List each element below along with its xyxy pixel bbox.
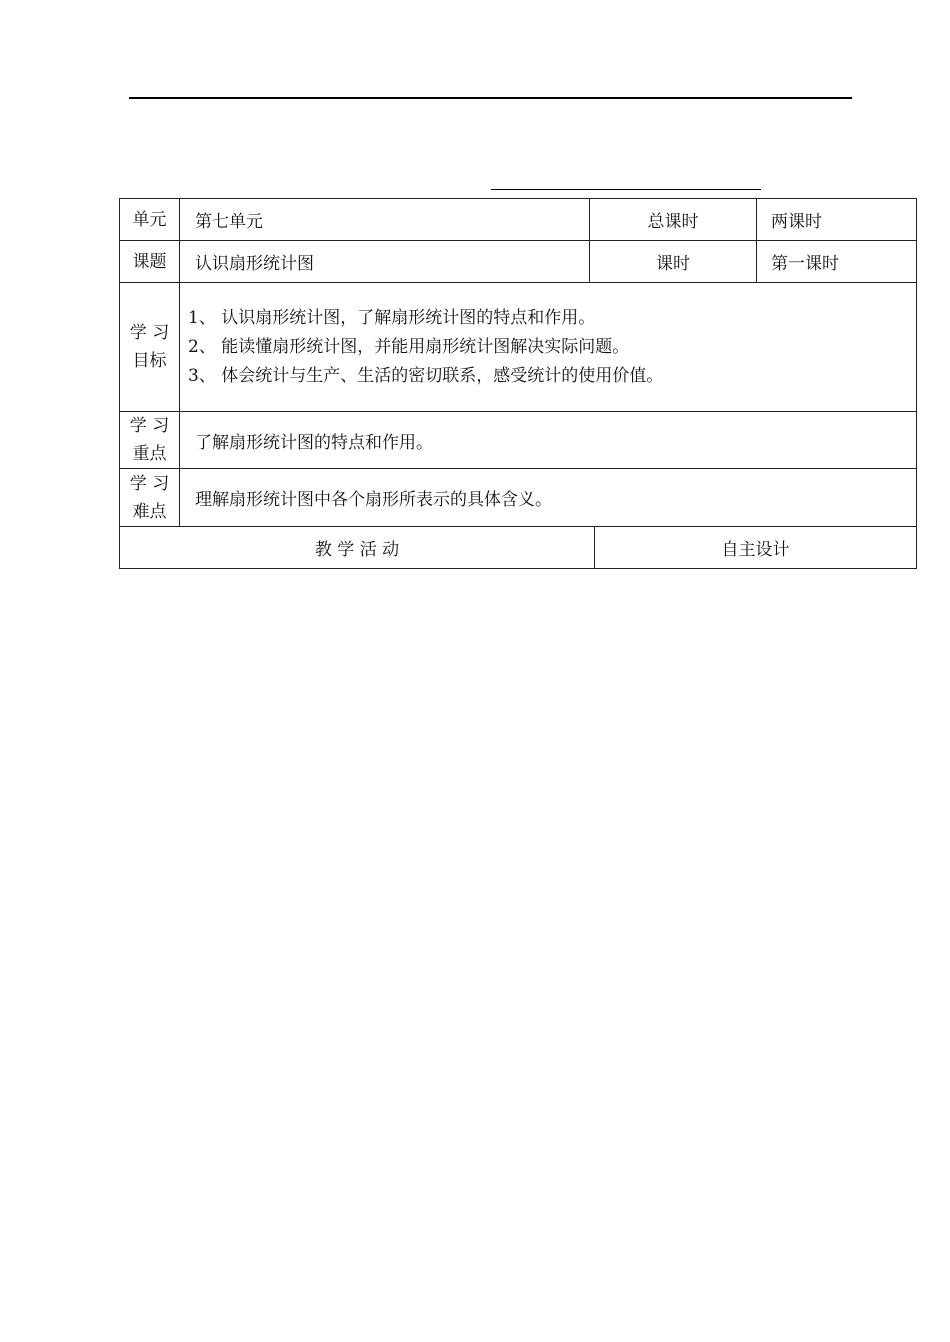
difficulty-row (120, 469, 917, 527)
period-value: 第一课时 (757, 241, 917, 283)
goal-item: 3、 体会统计与生产、生活的密切联系，感受统计的使用价值。 (188, 365, 664, 386)
goals-list (180, 283, 917, 412)
footer-row (120, 527, 917, 569)
focus-label: 学 习 重点 (120, 412, 180, 469)
topic-label: 课题 (120, 241, 180, 283)
focus-value: 了解扇形统计图的特点和作用。 (180, 412, 917, 469)
name-underline (491, 189, 761, 190)
header-rule (129, 97, 852, 99)
topic-value: 认识扇形统计图 (180, 241, 590, 283)
self-design-header: 自主设计 (721, 540, 790, 560)
total-hours-value: 两课时 (757, 199, 917, 241)
goal-item: 1、 认识扇形统计图，了解扇形统计图的特点和作用。 (188, 307, 596, 328)
goals-label: 学 习 目标 (120, 283, 180, 412)
goal-item: 2、 能读懂扇形统计图，并能用扇形统计图解决实际问题。 (188, 336, 630, 357)
period-label: 课时 (590, 241, 757, 283)
topic-row (120, 241, 917, 283)
teaching-activity-header: 教 学 活 动 (120, 527, 595, 568)
total-hours-label: 总课时 (590, 199, 757, 241)
difficulty-value: 理解扇形统计图中各个扇形所表示的具体含义。 (180, 469, 917, 527)
lesson-plan-table (119, 198, 917, 569)
focus-row (120, 412, 917, 469)
unit-row (120, 199, 917, 241)
difficulty-label: 学 习 难点 (120, 469, 180, 527)
unit-label: 单元 (120, 199, 180, 241)
goals-row (120, 283, 917, 412)
unit-value: 第七单元 (180, 199, 590, 241)
